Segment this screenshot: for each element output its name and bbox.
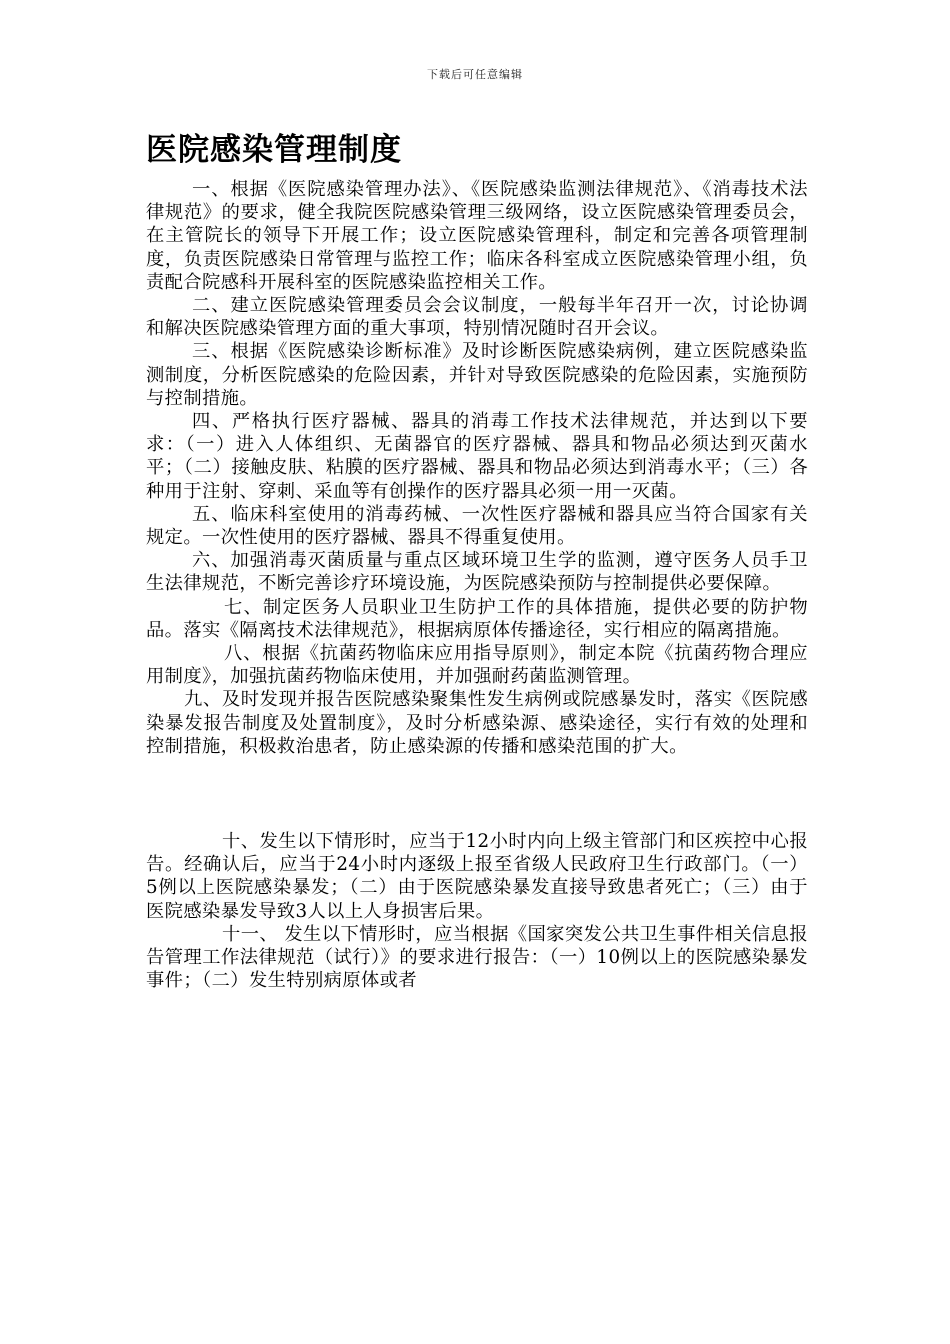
paragraph-10: 十、发生以下情形时，应当于12小时内向上级主管部门和区疾控中心报告。经确认后，应当于24小时内逐级上报至省级人民政府卫生行政部门。（一）5例以上医院感染暴发；（二）由于医院感染暴发直接导致患者死亡；（三）由于医院感染暴发导致3人以上人身损害后果。 [146, 831, 808, 922]
document-body [146, 178, 808, 993]
header-note: 下载后可任意编辑 [427, 68, 523, 81]
paragraph-4: 四、严格执行医疗器械、器具的消毒工作技术法律规范，并达到以下要求：（一）进入人体组织、无菌器官的医疗器械、器具和物品必须达到灭菌水平；（二）接触皮肤、粘膜的医疗器械、器具和物品必须达到消毒水平；（三）各种用于注射、穿刺、采血等有创操作的医疗器具必须一用一灭菌。 [146, 411, 808, 502]
document-title: 医院感染管理制度 [146, 132, 402, 168]
paragraph-6: 六、加强消毒灭菌质量与重点区域环境卫生学的监测，遵守医务人员手卫生法律规范，不断完善诊疗环境设施，为医院感染预防与控制提供必要保障。 [146, 550, 808, 595]
paragraph-11: 十一、 发生以下情形时，应当根据《国家突发公共卫生事件相关信息报告管理工作法律规范（试行）》的要求进行报告：（一）10例以上的医院感染暴发事件；（二）发生特别病原体或者 [146, 923, 808, 992]
paragraph-2: 二、建立医院感染管理委员会会议制度，一般每半年召开一次，讨论协调和解决医院感染管理方面的重大事项，特别情况随时召开会议。 [146, 295, 808, 340]
paragraph-8: 八、根据《抗菌药物临床应用指导原则》，制定本院《抗菌药物合理应用制度》，加强抗菌药物临床使用，并加强耐药菌监测管理。 [146, 643, 808, 688]
paragraph-5: 五、临床科室使用的消毒药械、一次性医疗器械和器具应当符合国家有关规定。一次性使用的医疗器械、器具不得重复使用。 [146, 503, 808, 549]
blank-gap [146, 758, 808, 830]
paragraph-9: 九、及时发现并报告医院感染聚集性发生病例或院感暴发时，落实《医院感染暴发报告制度及处置制度》，及时分析感染源、感染途径，实行有效的处理和控制措施，积极救治患者，防止感染源的传播和感染范围的扩大。 [146, 689, 808, 757]
paragraph-3: 三、根据《医院感染诊断标准》及时诊断医院感染病例，建立医院感染监测制度，分析医院感染的危险因素，并针对导致医院感染的危险因素，实施预防与控制措施。 [146, 341, 808, 409]
paragraph-7: 七、制定医务人员职业卫生防护工作的具体措施，提供必要的防护物品。落实《隔离技术法律规范》，根据病原体传播途径，实行相应的隔离措施。 [146, 596, 808, 641]
paragraph-1: 一、根据《医院感染管理办法》、《医院感染监测法律规范》、《消毒技术法律规范》的要求，健全我院医院感染管理三级网络，设立医院感染管理委员会，在主管院长的领导下开展工作；设立医院感染管理科，制定和完善各项管理制度，负责医院感染日常管理与监控工作；临床各科室成立医院感染管理小组，负责配合院感科开展科室的医院感染监控相关工作。 [146, 179, 808, 293]
